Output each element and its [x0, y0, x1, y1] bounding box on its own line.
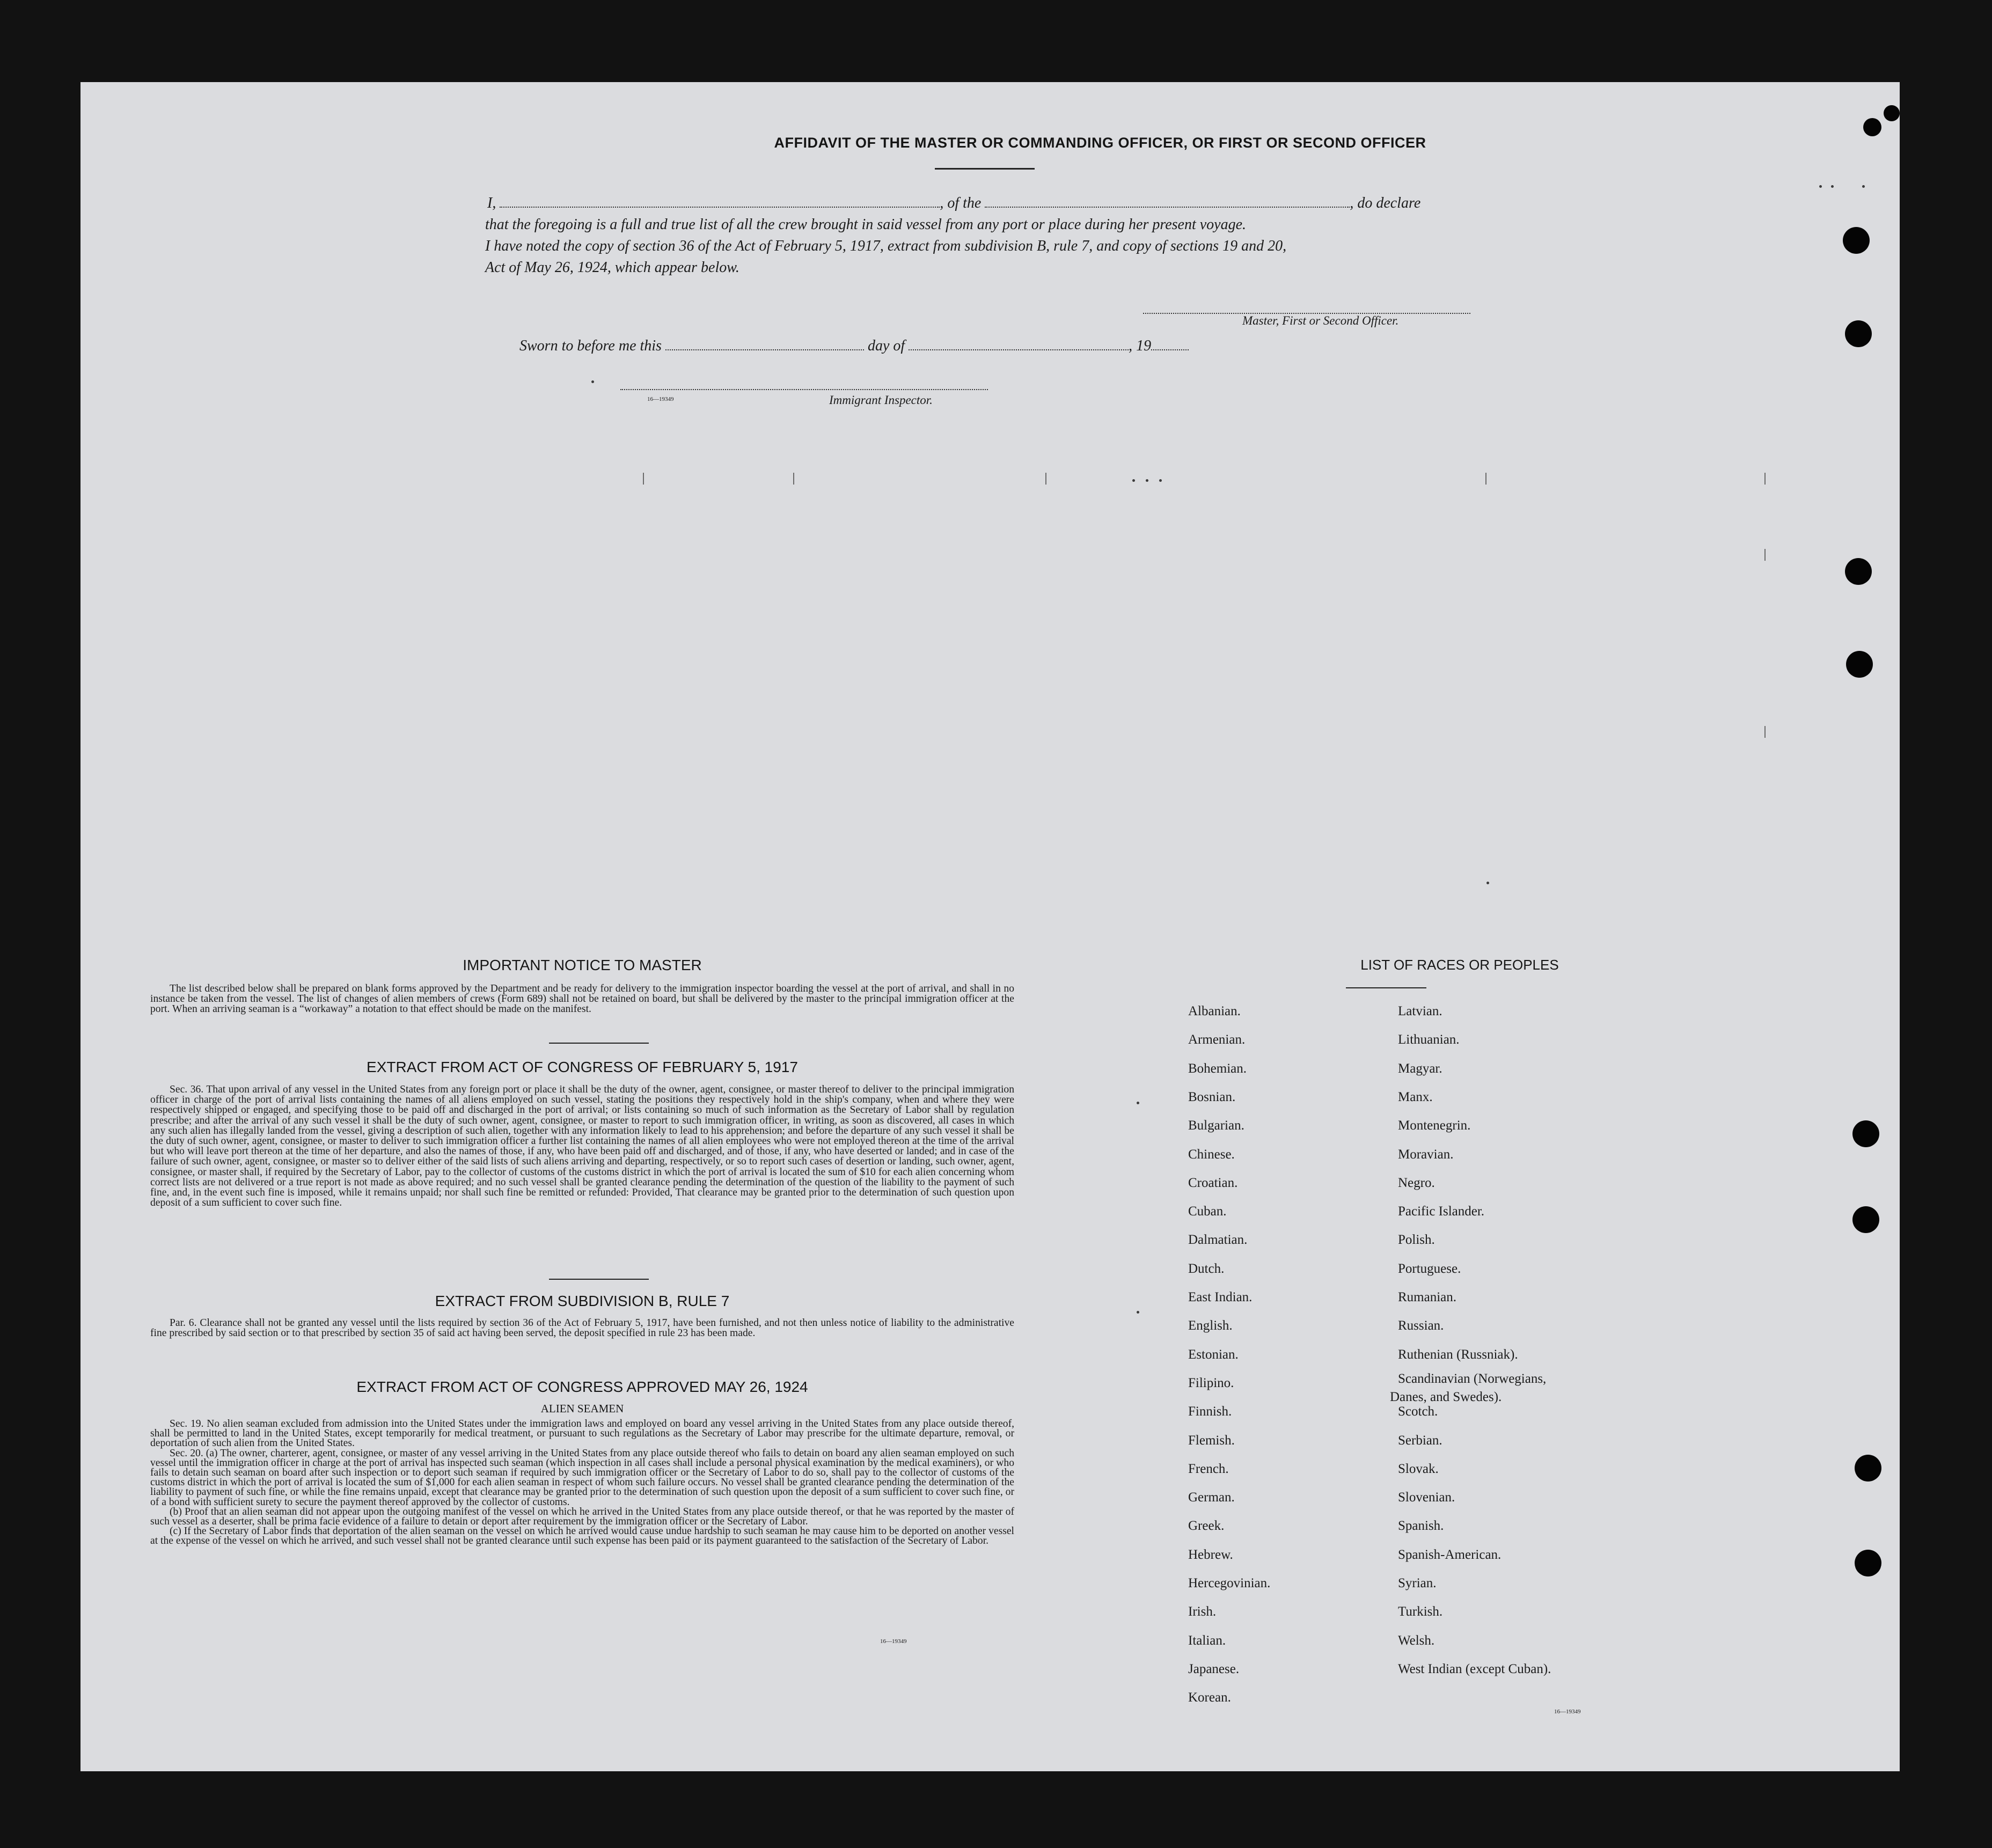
races-title: LIST OF RACES OR PEOPLES	[1360, 957, 1559, 973]
races-form-number: 16—19349	[1554, 1708, 1581, 1715]
scan-speck	[591, 380, 594, 383]
race-item: English.	[1188, 1318, 1233, 1333]
sworn-year-label: , 19	[1129, 338, 1152, 354]
race-item: Polish.	[1398, 1233, 1435, 1248]
race-item: Filipino.	[1188, 1375, 1234, 1390]
punch-hole	[1846, 651, 1873, 678]
scan-speck	[1819, 185, 1822, 188]
inspector-caption: Immigrant Inspector.	[829, 393, 933, 407]
declaration-declare-label: , do declare	[1350, 195, 1421, 211]
punch-hole	[1855, 1455, 1881, 1482]
extract-1924-title: EXTRACT FROM ACT OF CONGRESS APPROVED MAY 26, 1924	[356, 1378, 808, 1395]
scan-mark	[643, 473, 644, 485]
inspector-signature-field[interactable]	[620, 380, 988, 390]
punch-hole	[1863, 118, 1881, 136]
race-item: Danes, and Swedes).	[1390, 1389, 1502, 1404]
race-item: Finnish.	[1188, 1404, 1232, 1419]
races-title-rule	[1346, 987, 1426, 988]
extract-1924-text	[150, 1419, 1014, 1546]
sworn-prefix: Sworn to before me this	[519, 338, 662, 354]
race-item: Armenian.	[1188, 1032, 1246, 1047]
affidavit-form-number: 16—19349	[647, 396, 674, 402]
punch-hole	[1852, 1120, 1879, 1147]
race-item: Scotch.	[1398, 1404, 1438, 1419]
section-divider	[549, 1279, 649, 1280]
declaration-i-label: I,	[487, 195, 496, 211]
vessel-name-field[interactable]	[985, 198, 1350, 208]
race-item: Syrian.	[1398, 1576, 1437, 1590]
par-6-paragraph: Par. 6. Clearance shall not be granted any vessel until the lists required by section 36 of the Act of February 5, 1917, have been furnished, and not then unless notice of liability to the administrative fine prescribed by said section or to that prescribed by section 35 of said act having been served, the deposit specified in rule 23 has been made.	[150, 1317, 1014, 1339]
race-item: Korean.	[1188, 1690, 1231, 1705]
race-item: German.	[1188, 1490, 1235, 1505]
race-item: Rumanian.	[1398, 1290, 1457, 1304]
sec-20c-paragraph: (c) If the Secretary of Labor finds that deportation of the alien seaman on the vessel on which he arrived would cause undue hardship to such seaman he may cause him to be deported on another vessel at the expense of the vessel on which he arrived, and such vessel shall not be granted clearance until such expense has been paid or its payment guaranteed to the satisfaction of the Secretary of Labor.	[150, 1526, 1014, 1547]
race-item: East Indian.	[1188, 1290, 1253, 1304]
scan-speck	[1862, 185, 1865, 188]
sworn-day-field[interactable]	[665, 341, 864, 350]
scan-mark	[1764, 726, 1766, 738]
race-item: Latvian.	[1398, 1004, 1442, 1018]
race-item: Portuguese.	[1398, 1261, 1461, 1276]
race-item: Serbian.	[1398, 1433, 1442, 1448]
rule-7-text	[150, 1318, 1014, 1338]
race-item: Turkish.	[1398, 1604, 1443, 1619]
punch-hole	[1845, 558, 1872, 585]
race-item: Croatian.	[1188, 1175, 1238, 1190]
declaration-of-label: , of the	[940, 195, 982, 211]
race-item: Estonian.	[1188, 1347, 1239, 1362]
race-item: Hercegovinian.	[1188, 1576, 1271, 1590]
scan-mark	[1045, 473, 1046, 485]
section-divider	[549, 1043, 649, 1044]
race-item: French.	[1188, 1461, 1229, 1476]
affidavit-line-4: Act of May 26, 1924, which appear below.	[485, 259, 739, 276]
sec-20b-paragraph: (b) Proof that an alien seaman did not appear upon the outgoing manifest of the vessel on which he arrived in the United States from any place outside thereof, or that he was reported by the master of such vessel as a deserter, shall be prima facie evidence of a failure to detain or deport after requirement by the immigration officer or the Secretary of Labor.	[150, 1506, 1014, 1528]
notice-paragraph: The list described below shall be prepared on blank forms approved by the Department and be ready for delivery to the immigration inspector boarding the vessel at the port of arrival, and shall in no instance be taken from the vessel. The list of changes of alien members of crews (Form 689) shall not be retained on board, but shall be delivered by the master to the principal immigration officer at the port. When an arriving seaman is a “workaway” a notation to that effect should be made on the manifest.	[150, 983, 1014, 1015]
race-item: Dutch.	[1188, 1261, 1225, 1276]
notice-title: IMPORTANT NOTICE TO MASTER	[463, 957, 702, 973]
scan-mark	[1764, 549, 1766, 561]
race-item: Japanese.	[1188, 1661, 1240, 1676]
race-item: Pacific Islander.	[1398, 1204, 1485, 1219]
race-item: Flemish.	[1188, 1433, 1235, 1448]
alien-seamen-subtitle: ALIEN SEAMEN	[540, 1402, 624, 1415]
race-item: Moravian.	[1398, 1147, 1454, 1162]
scan-speck	[1146, 479, 1148, 482]
race-item: Magyar.	[1398, 1061, 1442, 1076]
race-item: Welsh.	[1398, 1633, 1435, 1648]
race-item: Cuban.	[1188, 1204, 1227, 1219]
race-item: Negro.	[1398, 1175, 1435, 1190]
scan-speck	[1137, 1311, 1139, 1314]
scan-mark	[793, 473, 794, 485]
race-item: Italian.	[1188, 1633, 1226, 1648]
race-item: Montenegrin.	[1398, 1118, 1471, 1133]
race-item: Russian.	[1398, 1318, 1444, 1333]
scan-speck	[1132, 479, 1135, 482]
race-item: Bulgarian.	[1188, 1118, 1244, 1133]
master-signature-field[interactable]	[1143, 304, 1470, 314]
master-name-field[interactable]	[500, 198, 940, 208]
scan-speck	[1159, 479, 1162, 482]
sworn-month-field[interactable]	[909, 341, 1129, 350]
extract-1917-title: EXTRACT FROM ACT OF CONGRESS OF FEBRUARY 5, 1917	[367, 1059, 798, 1075]
scan-speck	[1137, 1102, 1139, 1104]
race-item: Lithuanian.	[1398, 1032, 1460, 1047]
race-item: Spanish-American.	[1398, 1547, 1502, 1562]
extract-1917-text	[150, 1084, 1014, 1208]
master-signature-caption: Master, First or Second Officer.	[1242, 314, 1399, 327]
race-item: West Indian (except Cuban).	[1398, 1661, 1551, 1676]
scan-mark	[1485, 473, 1486, 485]
sworn-day-label: day of	[867, 338, 905, 354]
punch-hole	[1845, 320, 1872, 347]
scan-speck	[1486, 882, 1489, 884]
sworn-year-field[interactable]	[1151, 341, 1189, 350]
affidavit-declaration-line	[487, 195, 1587, 212]
race-item: Slovak.	[1398, 1461, 1439, 1476]
scan-speck	[1831, 185, 1834, 188]
race-item: Chinese.	[1188, 1147, 1235, 1162]
sec-20a-paragraph: Sec. 20. (a) The owner, charterer, agent, consignee, or master of any vessel arriving in the United States from any place outside thereof who fails to detain on board any alien seaman employed on such vessel until the immigration officer in charge at the port of arrival has inspected such seaman (which inspection in all cases shall include a personal physical examination by the medical examiners), or who fails to detain such seaman on board after such inspection or to deport such seaman if required by such immigration officer or the Secretary of Labor to do so, shall pay to the collector of customs of the customs district in which the port of arrival is located the sum of $1,000 for each alien seaman in respect of whom such failure occurs. No vessel shall be granted clearance pending the determination of the liability to payment of such fine, or while the fine remains unpaid, except that clearance may be granted prior to the determination of such question upon the deposit of a sum sufficient to cover such fine, or of a bond with sufficient surety to secure the payment thereof approved by the collector of customs.	[150, 1447, 1014, 1508]
notice-text	[150, 984, 1014, 1015]
rule-7-title: EXTRACT FROM SUBDIVISION B, RULE 7	[435, 1293, 730, 1309]
section-36-paragraph: Sec. 36. That upon arrival of any vessel in the United States from any foreign port or place it shall be the duty of the owner, agent, consignee, or master thereof to deliver to the principal immigration officer in charge of the port of arrival lists containing the names of all aliens employed on such vessel, stating the positions they respectively hold in the ship's company, when and where they were respectively shipped or engaged, and specifying those to be paid off and discharged in the port of arrival; or lists containing so much of such information as the Secretary of Labor shall by regulation prescribe; and after the arrival of any such vessel it shall be the duty of such owner, agent, consignee, or master to report to such immigration officer, in writing, as soon as discovered, all cases in which any such alien has illegally landed from the vessel, giving a description of such alien, together with any information likely to lead to his apprehension; and before the departure of any such vessel it shall be the duty of such owner, agent, consignee, or master to deliver to such immigration officer a further list containing the names of all alien employees who were not employed thereon at the time of the arrival but who will leave port thereon at the time of her departure, and also the names of those, if any, who have been paid off and discharged, and of those, if any, who have deserted or landed; and in case of the failure of such owner, agent, consignee, or master so to deliver either of the said lists of such aliens arriving and departing, respectively, or so to report such cases of desertion or landing, such owner, agent, consignee, or master shall, if required by the Secretary of Labor, pay to the collector of customs of the customs district in which the port of arrival is located the sum of $10 for each alien concerning whom correct lists are not delivered or a true report is not made as above required; and no such vessel shall be granted clearance pending the determination of the question of the liability to the payment of such fine, and, in the event such fine is imposed, while it remains unpaid; nor shall such fine be remitted or refunded: Provided, That clearance may be granted prior to the determination of such question upon deposit of a sum sufficient to cover such fine.	[150, 1084, 1014, 1209]
race-item: Greek.	[1188, 1519, 1225, 1534]
affidavit-line-3: I have noted the copy of section 36 of the Act of February 5, 1917, extract from subdivision B, rule 7, and copy of sections 19 and 20,	[485, 238, 1287, 254]
extract-form-number: 16—19349	[880, 1638, 907, 1645]
punch-hole	[1852, 1206, 1879, 1233]
punch-hole	[1855, 1550, 1881, 1576]
race-item: Slovenian.	[1398, 1490, 1455, 1505]
affidavit-title-rule	[935, 168, 1035, 170]
race-item: Dalmatian.	[1188, 1233, 1248, 1248]
race-item: Bosnian.	[1188, 1089, 1236, 1104]
race-item: Bohemian.	[1188, 1061, 1247, 1076]
race-item: Ruthenian (Russniak).	[1398, 1347, 1518, 1362]
sworn-line	[519, 338, 1189, 355]
form-sheet	[80, 82, 1900, 1771]
race-item: Albanian.	[1188, 1004, 1241, 1018]
race-item: Irish.	[1188, 1604, 1217, 1619]
scan-mark	[1764, 473, 1766, 485]
race-item: Scandinavian (Norwegians,	[1398, 1371, 1547, 1386]
sec-19-paragraph: Sec. 19. No alien seaman excluded from admission into the United States under the immigration laws and employed on board any vessel arriving in the United States from any place outside thereof, shall be permitted to land in the United States, except temporarily for medical treatment, or pursuant to such regulations as the Secretary of Labor may prescribe for the ultimate departure, removal, or deportation of such alien from the United States.	[150, 1418, 1014, 1449]
race-item: Manx.	[1398, 1089, 1433, 1104]
punch-hole	[1843, 227, 1870, 254]
race-item: Hebrew.	[1188, 1547, 1233, 1562]
punch-hole	[1884, 105, 1900, 121]
affidavit-title: AFFIDAVIT OF THE MASTER OR COMMANDING OFFICER, OR FIRST OR SECOND OFFICER	[774, 135, 1426, 151]
race-item: Spanish.	[1398, 1519, 1444, 1534]
affidavit-line-2: that the foregoing is a full and true list of all the crew brought in said vessel from any port or place during her present voyage.	[485, 216, 1247, 233]
